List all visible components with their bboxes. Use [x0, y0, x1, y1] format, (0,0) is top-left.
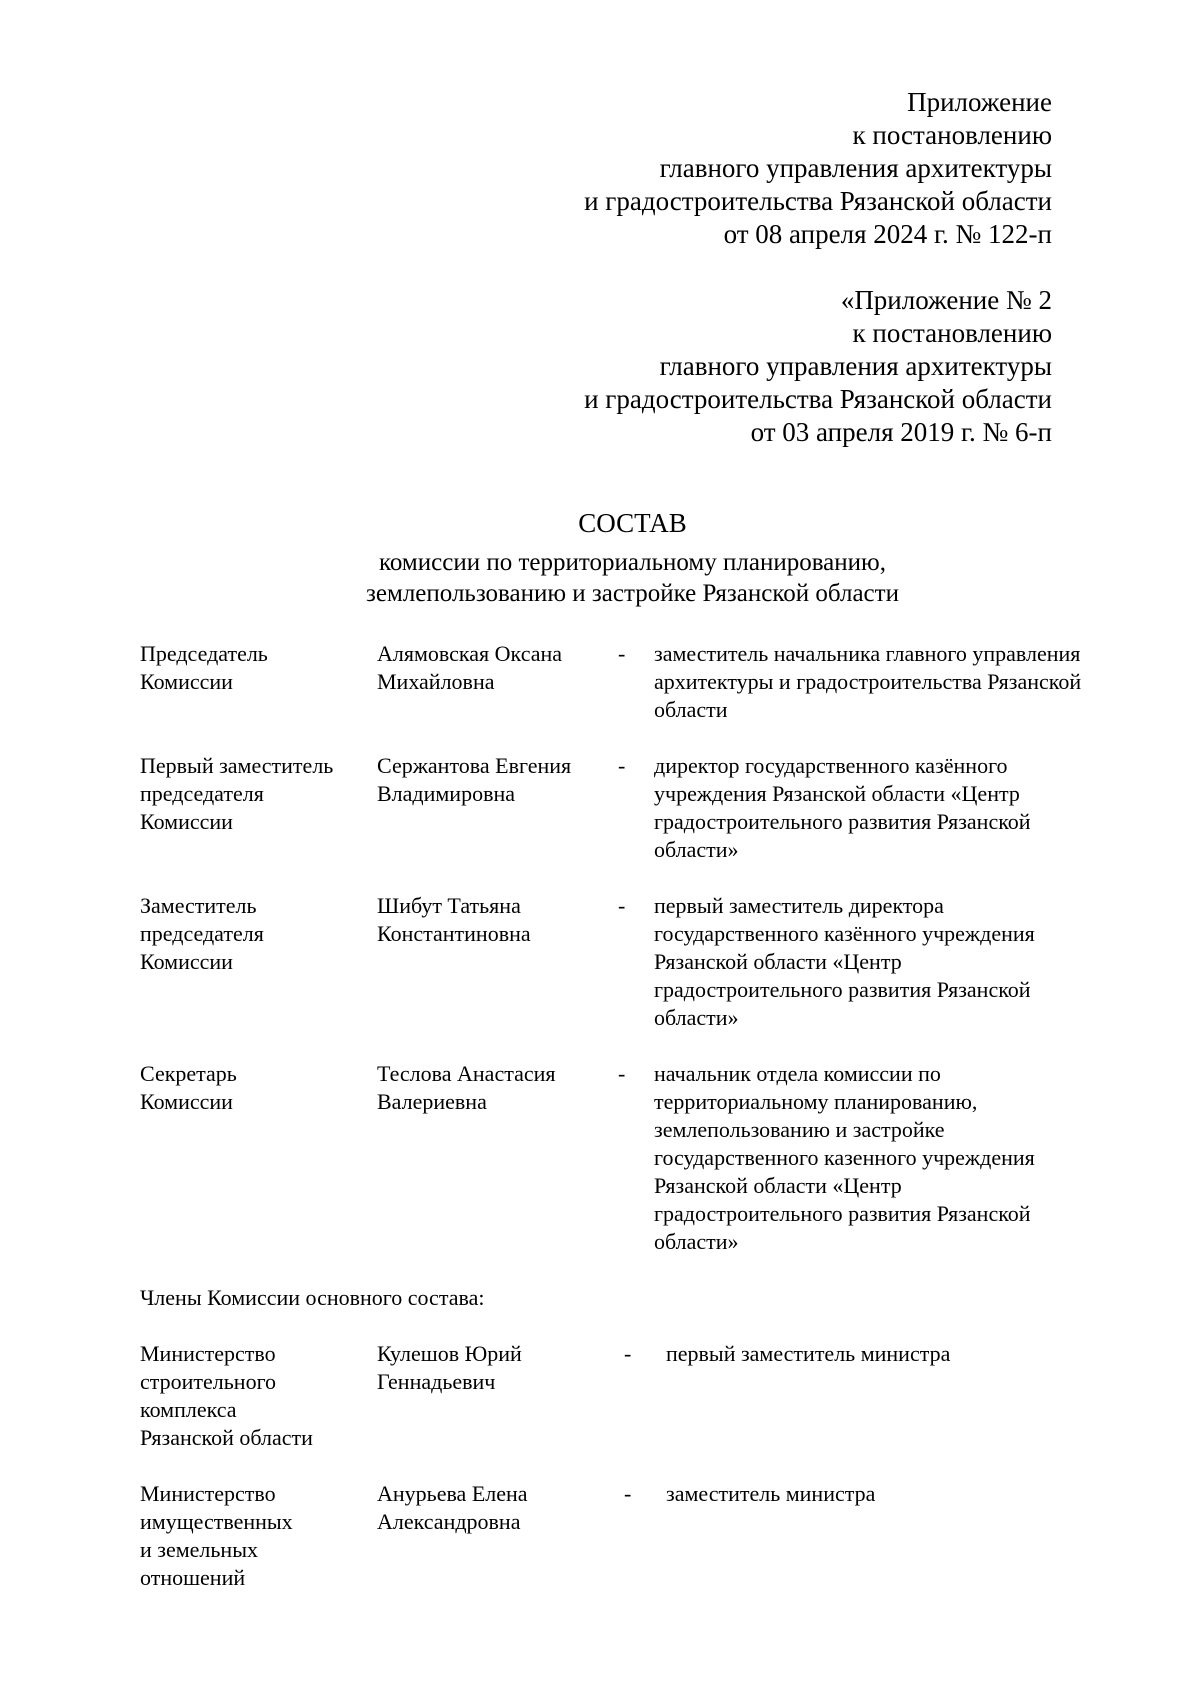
description-line: градостроительного развития Рязанской [654, 977, 1031, 1002]
table-row [140, 892, 1145, 1032]
annex-header-line: главного управления архитектуры [659, 153, 1052, 183]
name-line: Владимировна [377, 781, 516, 806]
dash-separator: - [618, 753, 626, 778]
role-cell [140, 1060, 377, 1116]
description-cell [654, 892, 1145, 1032]
name-line: Теслова Анастасия [377, 1061, 556, 1086]
annex-header-line: и градостроительства Рязанской области [584, 186, 1052, 216]
name-line: Михайловна [377, 669, 495, 694]
annex2-header-line: от 03 апреля 2019 г. № 6-п [750, 417, 1052, 447]
description-cell [654, 640, 1145, 724]
members-section-label: Члены Комиссии основного состава: [140, 1285, 485, 1310]
role-line: Председатель [140, 641, 268, 666]
org-line: и земельных [140, 1537, 258, 1562]
name-cell [377, 752, 614, 808]
role-line: председателя [140, 781, 264, 806]
org-line: комплекса [140, 1397, 237, 1422]
org-line: Рязанской области [140, 1425, 313, 1450]
description-line: градостроительного развития Рязанской [654, 809, 1031, 834]
name-cell [377, 640, 614, 696]
role-cell [140, 752, 377, 836]
name-line: Анурьева Елена [377, 1481, 528, 1506]
subtitle-line: комиссии по территориальному планированию, [379, 549, 886, 576]
description-line: градостроительного развития Рязанской [654, 1201, 1031, 1226]
name-line: Александровна [377, 1509, 521, 1534]
description-line: области» [654, 837, 739, 862]
dash-separator: - [624, 1341, 632, 1366]
dash-separator: - [618, 893, 626, 918]
annex2-header-line: к постановлению [852, 318, 1052, 348]
description-line: области [654, 697, 728, 722]
name-line: Алямовская Оксана [377, 641, 563, 666]
description-line: государственного казенного учреждения [654, 1145, 1035, 1170]
name-line: Константиновна [377, 921, 531, 946]
description-line: директор государственного казённого [654, 753, 1008, 778]
description-cell [666, 1340, 1145, 1368]
role-cell [140, 892, 377, 976]
dash-separator: - [618, 1061, 626, 1086]
name-cell [377, 1480, 614, 1536]
description-line: землепользованию и застройке [654, 1117, 945, 1142]
subtitle-line: землепользованию и застройке Рязанской области [366, 580, 899, 607]
description-line: Рязанской области «Центр [654, 1173, 902, 1198]
role-line: Первый заместитель [140, 753, 334, 778]
description-line: заместитель министра [666, 1481, 876, 1506]
annex-header-line: к постановлению [852, 120, 1052, 150]
org-line: отношений [140, 1565, 246, 1590]
organization-cell [140, 1340, 377, 1452]
name-line: Геннадьевич [377, 1369, 496, 1394]
member-row [140, 1480, 1145, 1592]
description-cell [654, 752, 1145, 864]
description-cell [666, 1480, 1145, 1508]
role-line: Заместитель [140, 893, 257, 918]
annex2-header [352, 284, 1052, 449]
org-line: Министерство [140, 1481, 276, 1506]
dash-separator: - [624, 1481, 632, 1506]
description-line: заместитель начальника главного управления [654, 641, 1081, 666]
name-line: Шибут Татьяна [377, 893, 521, 918]
member-row [140, 1340, 1145, 1452]
description-line: государственного казённого учреждения [654, 921, 1035, 946]
annex2-header-line: «Приложение № 2 [840, 285, 1052, 315]
name-line: Сержантова Евгения [377, 753, 572, 778]
role-line: Комиссии [140, 809, 233, 834]
description-line: области» [654, 1005, 739, 1030]
table-row [140, 752, 1145, 864]
organization-cell [140, 1480, 377, 1592]
description-line: территориальному планированию, [654, 1089, 978, 1114]
description-line: Рязанской области «Центр [654, 949, 902, 974]
description-line: области» [654, 1229, 739, 1254]
role-line: Секретарь [140, 1061, 237, 1086]
table-row [140, 1060, 1145, 1256]
name-cell [377, 1060, 614, 1116]
description-line: начальник отдела комиссии по [654, 1061, 941, 1086]
role-line: Комиссии [140, 949, 233, 974]
name-line: Кулешов Юрий [377, 1341, 522, 1366]
org-line: строительного [140, 1369, 277, 1394]
org-line: Министерство [140, 1341, 276, 1366]
annex2-header-line: и градостроительства Рязанской области [584, 384, 1052, 414]
annex-header-line: от 08 апреля 2024 г. № 122-п [723, 219, 1052, 249]
description-line: первый заместитель директора [654, 893, 944, 918]
role-line: Комиссии [140, 1089, 233, 1114]
annex2-header-line: главного управления архитектуры [659, 351, 1052, 381]
document-subtitle [0, 547, 1200, 609]
description-line: учреждения Рязанской области «Центр [654, 781, 1020, 806]
name-cell [377, 1340, 614, 1396]
role-cell [140, 640, 377, 696]
dash-separator: - [618, 641, 626, 666]
table-row [140, 640, 1145, 724]
document-title: СОСТАВ [578, 508, 687, 538]
description-line: архитектуры и градостроительства Рязанской [654, 669, 1082, 694]
org-line: имущественных [140, 1509, 293, 1534]
description-cell [654, 1060, 1145, 1256]
annex-header-line: Приложение [907, 87, 1052, 117]
name-line: Валериевна [377, 1089, 487, 1114]
name-cell [377, 892, 614, 948]
annex-header [352, 86, 1052, 251]
role-line: председателя [140, 921, 264, 946]
role-line: Комиссии [140, 669, 233, 694]
commission-composition-table [140, 640, 1145, 1592]
description-line: первый заместитель министра [666, 1341, 951, 1366]
